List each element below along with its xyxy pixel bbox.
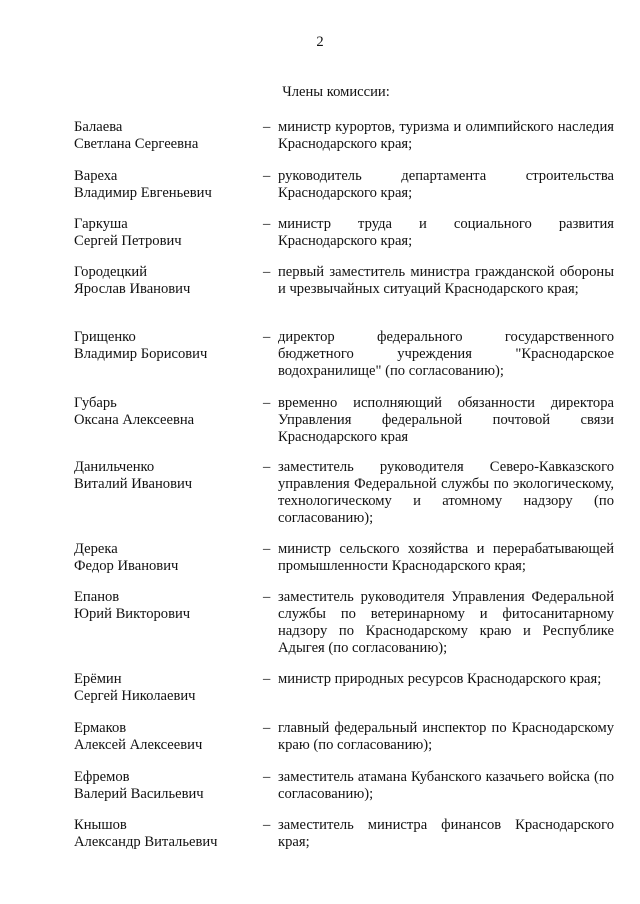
member-given-names: Ярослав Иванович <box>74 281 191 297</box>
member-role: заместитель атамана Кубанского казачьего войска (по согласованию); <box>278 769 614 802</box>
member-role: заместитель руководителя Северо-Кавказского управления Федеральной службы по экологическому, технологическому и атомному надзору (по согласованию); <box>278 459 614 526</box>
member-surname: Гаркуша <box>74 216 128 232</box>
member-surname: Ефремов <box>74 769 130 785</box>
member-given-names: Владимир Евгеньевич <box>74 185 212 201</box>
member-role: руководитель департамента строительства Краснодарского края; <box>278 168 614 201</box>
member-name <box>74 119 254 153</box>
dash-separator: – <box>263 720 271 736</box>
member-name <box>74 817 254 851</box>
member-given-names: Юрий Викторович <box>74 606 191 622</box>
member-name <box>74 589 254 623</box>
dash-separator: – <box>263 769 271 785</box>
member-role: министр курортов, туризма и олимпийского наследия Краснодарского края; <box>278 119 614 152</box>
dash-separator: – <box>263 589 271 605</box>
dash-separator: – <box>263 395 271 411</box>
member-name <box>74 541 254 575</box>
member-name <box>74 459 254 493</box>
member-given-names: Сергей Петрович <box>74 233 182 249</box>
dash-separator: – <box>263 168 271 184</box>
member-surname: Ермаков <box>74 720 127 736</box>
member-role: главный федеральный инспектор по Краснодарскому краю (по согласованию); <box>278 720 614 753</box>
member-role: заместитель руководителя Управления Федеральной службы по ветеринарному и фитосанитарному надзору по Краснодарскому краю и Республике Адыгея (по согласованию); <box>278 589 614 656</box>
dash-separator: – <box>263 119 271 135</box>
dash-separator: – <box>263 216 271 232</box>
member-given-names: Оксана Алексеевна <box>74 412 195 428</box>
member-surname: Епанов <box>74 589 120 605</box>
member-name <box>74 769 254 803</box>
member-given-names: Сергей Николаевич <box>74 688 196 704</box>
member-role: министр труда и социального развития Краснодарского края; <box>278 216 614 249</box>
member-surname: Городецкий <box>74 264 148 280</box>
member-surname: Губарь <box>74 395 117 411</box>
page-number: 2 <box>316 34 324 50</box>
dash-separator: – <box>263 671 271 687</box>
member-role: заместитель министра финансов Краснодарского края; <box>278 817 614 850</box>
member-name <box>74 395 254 429</box>
dash-separator: – <box>263 329 271 345</box>
member-role: министр сельского хозяйства и перерабатывающей промышленности Краснодарского края; <box>278 541 614 574</box>
member-name <box>74 720 254 754</box>
member-surname: Дерека <box>74 541 118 557</box>
dash-separator: – <box>263 541 271 557</box>
member-surname: Вареха <box>74 168 118 184</box>
member-given-names: Алексей Алексеевич <box>74 737 203 753</box>
member-name <box>74 329 254 363</box>
member-surname: Балаева <box>74 119 123 135</box>
member-role: временно исполняющий обязанности директора Управления федеральной почтовой связи Краснодарского края <box>278 395 614 445</box>
member-name <box>74 168 254 202</box>
member-role: директор федерального государственного бюджетного учреждения "Краснодарское водохранилище" (по согласованию); <box>278 329 614 379</box>
member-role: министр природных ресурсов Краснодарского края; <box>278 671 602 687</box>
member-name <box>74 671 254 705</box>
member-given-names: Федор Иванович <box>74 558 179 574</box>
dash-separator: – <box>263 264 271 280</box>
member-surname: Данильченко <box>74 459 155 475</box>
dash-separator: – <box>263 459 271 475</box>
member-name <box>74 216 254 250</box>
member-name <box>74 264 254 298</box>
member-given-names: Виталий Иванович <box>74 476 193 492</box>
member-surname: Ерёмин <box>74 671 122 687</box>
member-role: первый заместитель министра гражданской обороны и чрезвычайных ситуаций Краснодарского края; <box>278 264 614 297</box>
member-given-names: Александр Витальевич <box>74 834 218 850</box>
member-given-names: Валерий Васильевич <box>74 786 204 802</box>
member-surname: Кнышов <box>74 817 127 833</box>
member-surname: Грищенко <box>74 329 136 345</box>
dash-separator: – <box>263 817 271 833</box>
section-heading: Члены комиссии: <box>282 84 390 100</box>
member-given-names: Владимир Борисович <box>74 346 208 362</box>
member-given-names: Светлана Сергеевна <box>74 136 199 152</box>
